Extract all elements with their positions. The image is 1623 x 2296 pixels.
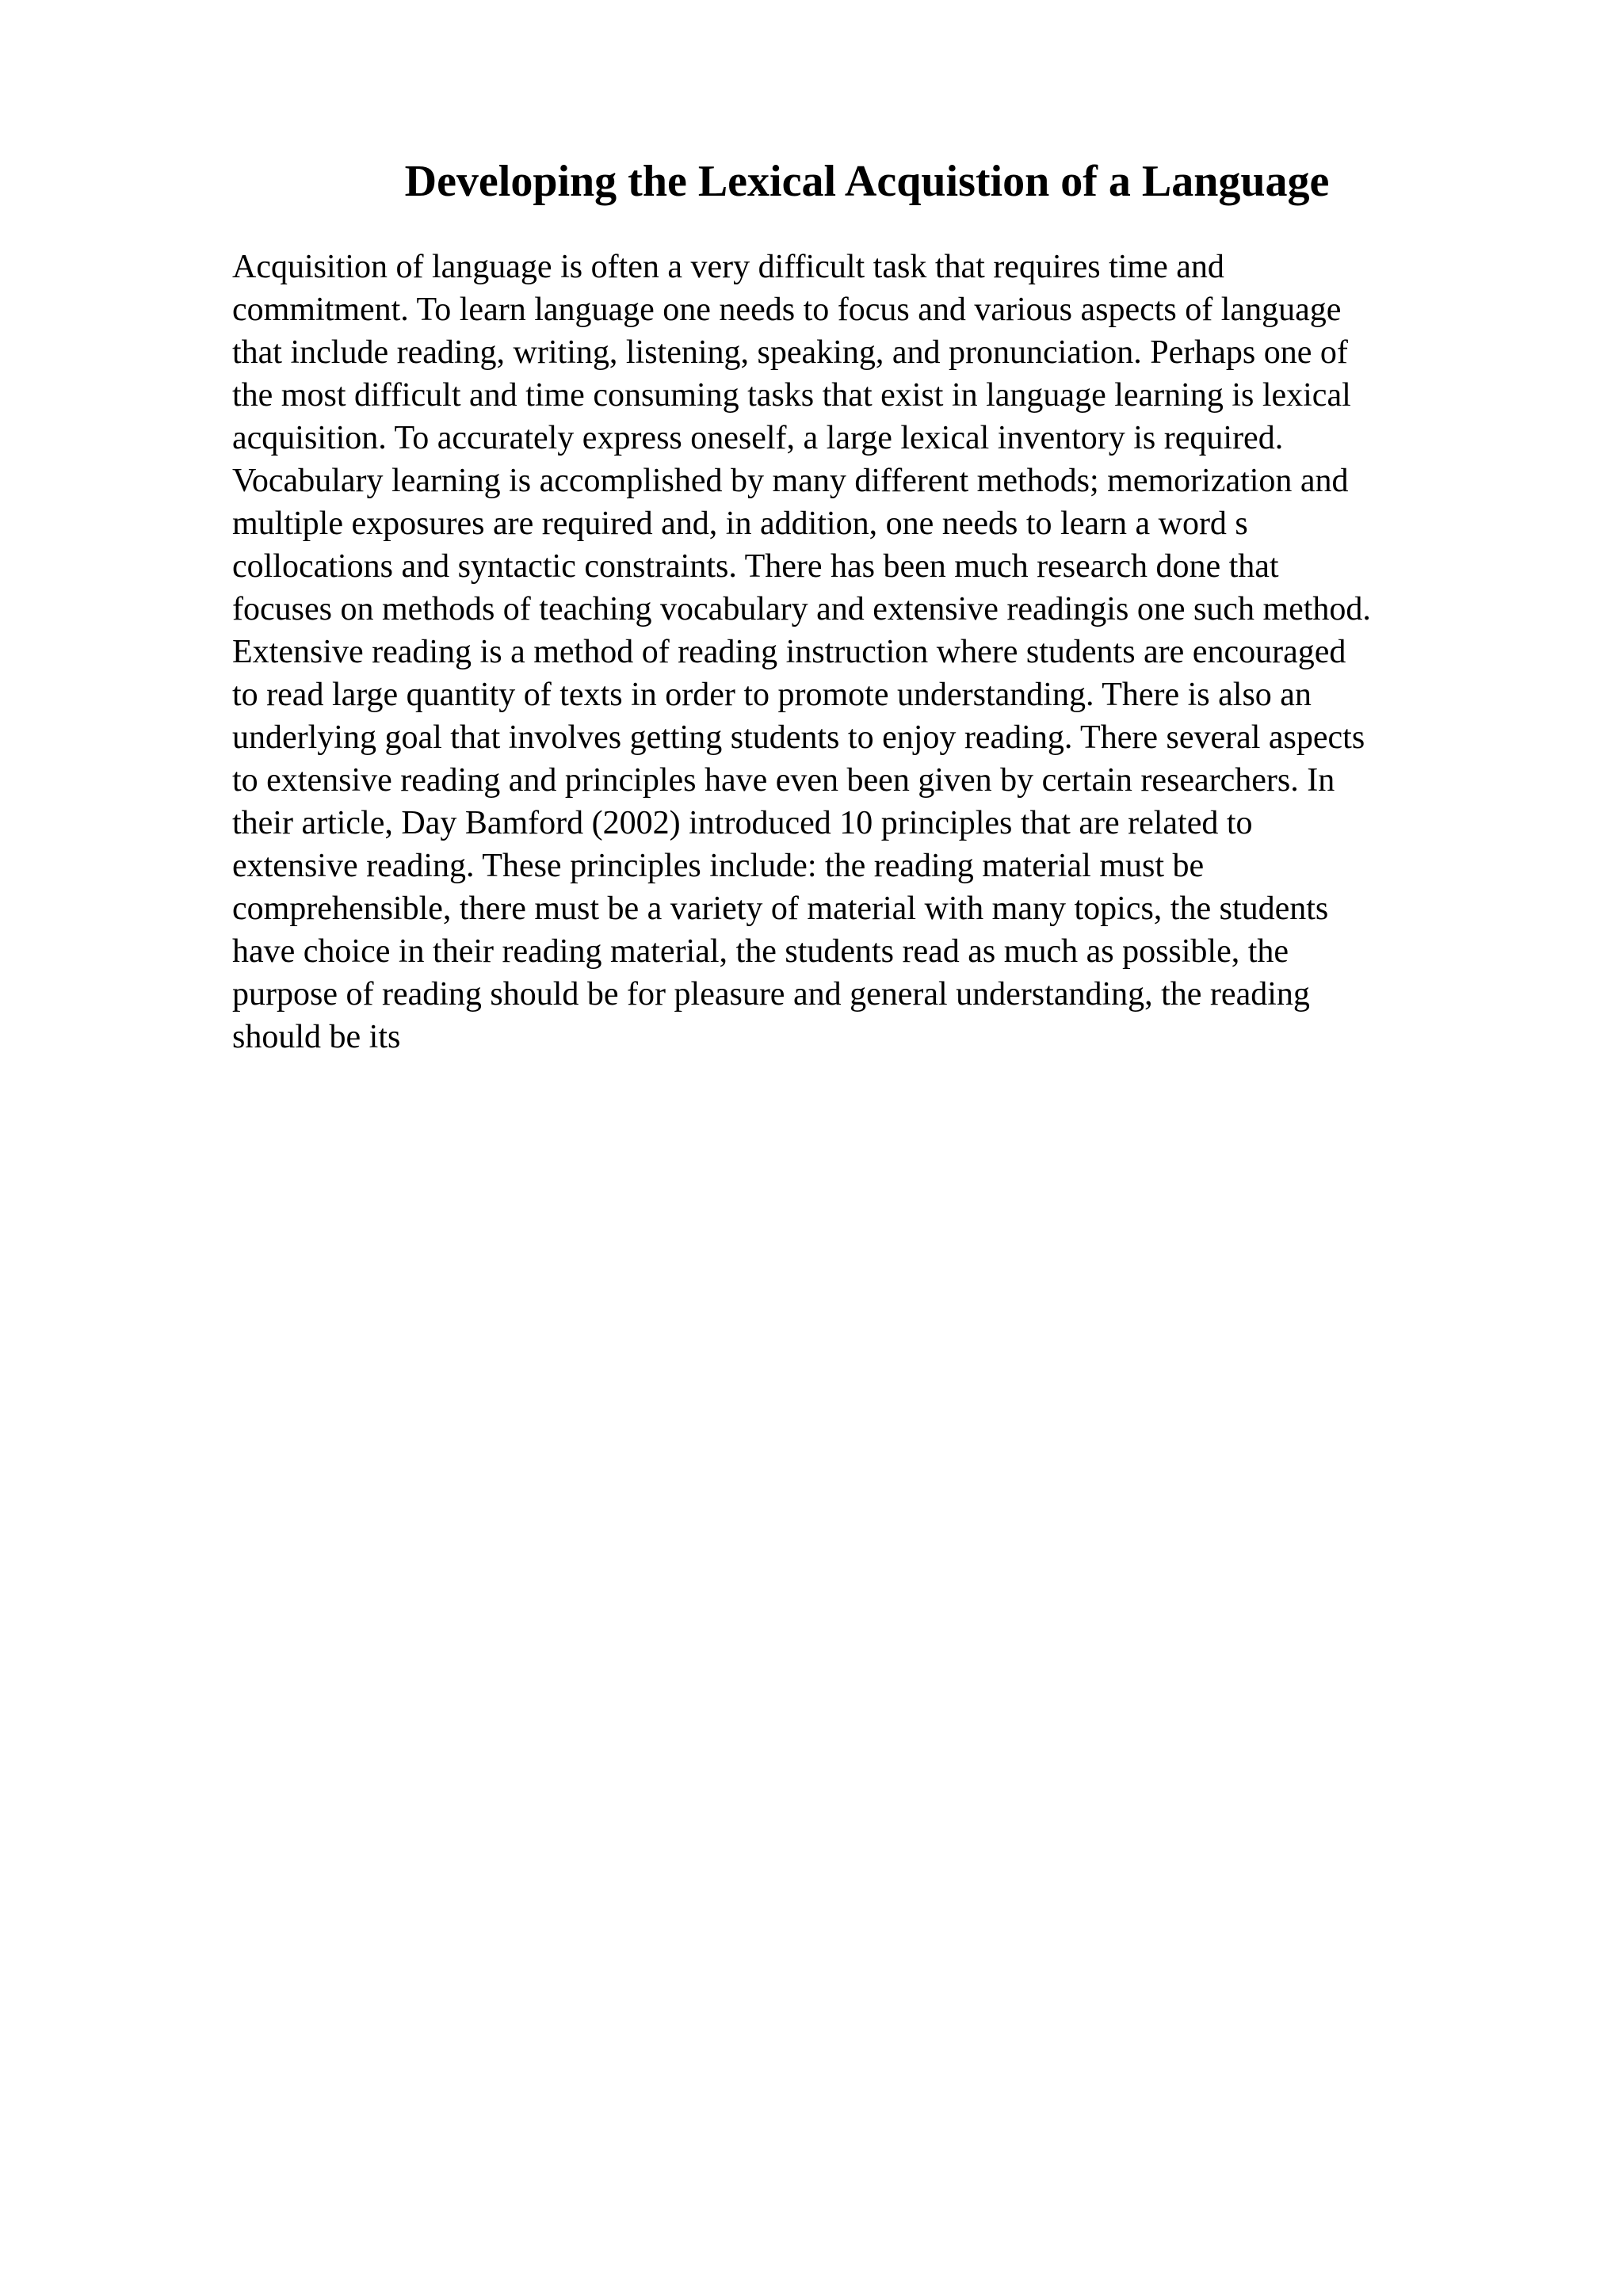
text-line: that include reading, writing, listening, speaking, and pronunciation. Perhaps one of bbox=[232, 334, 1348, 371]
text-line: acquisition. To accurately express oneself, a large lexical inventory is required. bbox=[232, 420, 1284, 456]
text-line: should be its bbox=[232, 1019, 401, 1055]
text-line: collocations and syntactic constraints. There has been much research done that bbox=[232, 548, 1279, 585]
text-line: underlying goal that involves getting students to enjoy reading. There several aspects bbox=[232, 719, 1365, 756]
text-line: extensive reading. These principles include: the reading material must be bbox=[232, 848, 1205, 884]
text-line: focuses on methods of teaching vocabulary and extensive readingis one such method. bbox=[232, 591, 1371, 627]
text-line: to read large quantity of texts in order to promote understanding. There is also an bbox=[232, 677, 1312, 713]
text-line: purpose of reading should be for pleasure and general understanding, the reading bbox=[232, 976, 1310, 1013]
text-line: have choice in their reading material, the students read as much as possible, the bbox=[232, 933, 1289, 970]
text-line: multiple exposures are required and, in addition, one needs to learn a word s bbox=[232, 505, 1248, 542]
text-line: comprehensible, there must be a variety of material with many topics, the students bbox=[232, 891, 1329, 927]
text-line: the most difficult and time consuming tasks that exist in language learning is lexical bbox=[232, 377, 1351, 414]
body-paragraph bbox=[232, 246, 1579, 1058]
text-line: their article, Day Bamford (2002) introduced 10 principles that are related to bbox=[232, 805, 1253, 841]
text-line: Vocabulary learning is accomplished by many different methods; memorization and bbox=[232, 463, 1349, 499]
text-line: to extensive reading and principles have even been given by certain researchers. In bbox=[232, 762, 1335, 799]
page-title: Developing the Lexical Acquistion of a Language bbox=[404, 157, 1330, 206]
text-line: Extensive reading is a method of reading instruction where students are encouraged bbox=[232, 634, 1346, 670]
text-line: Acquisition of language is often a very difficult task that requires time and bbox=[232, 249, 1224, 285]
text-line: commitment. To learn language one needs to focus and various aspects of language bbox=[232, 292, 1342, 328]
